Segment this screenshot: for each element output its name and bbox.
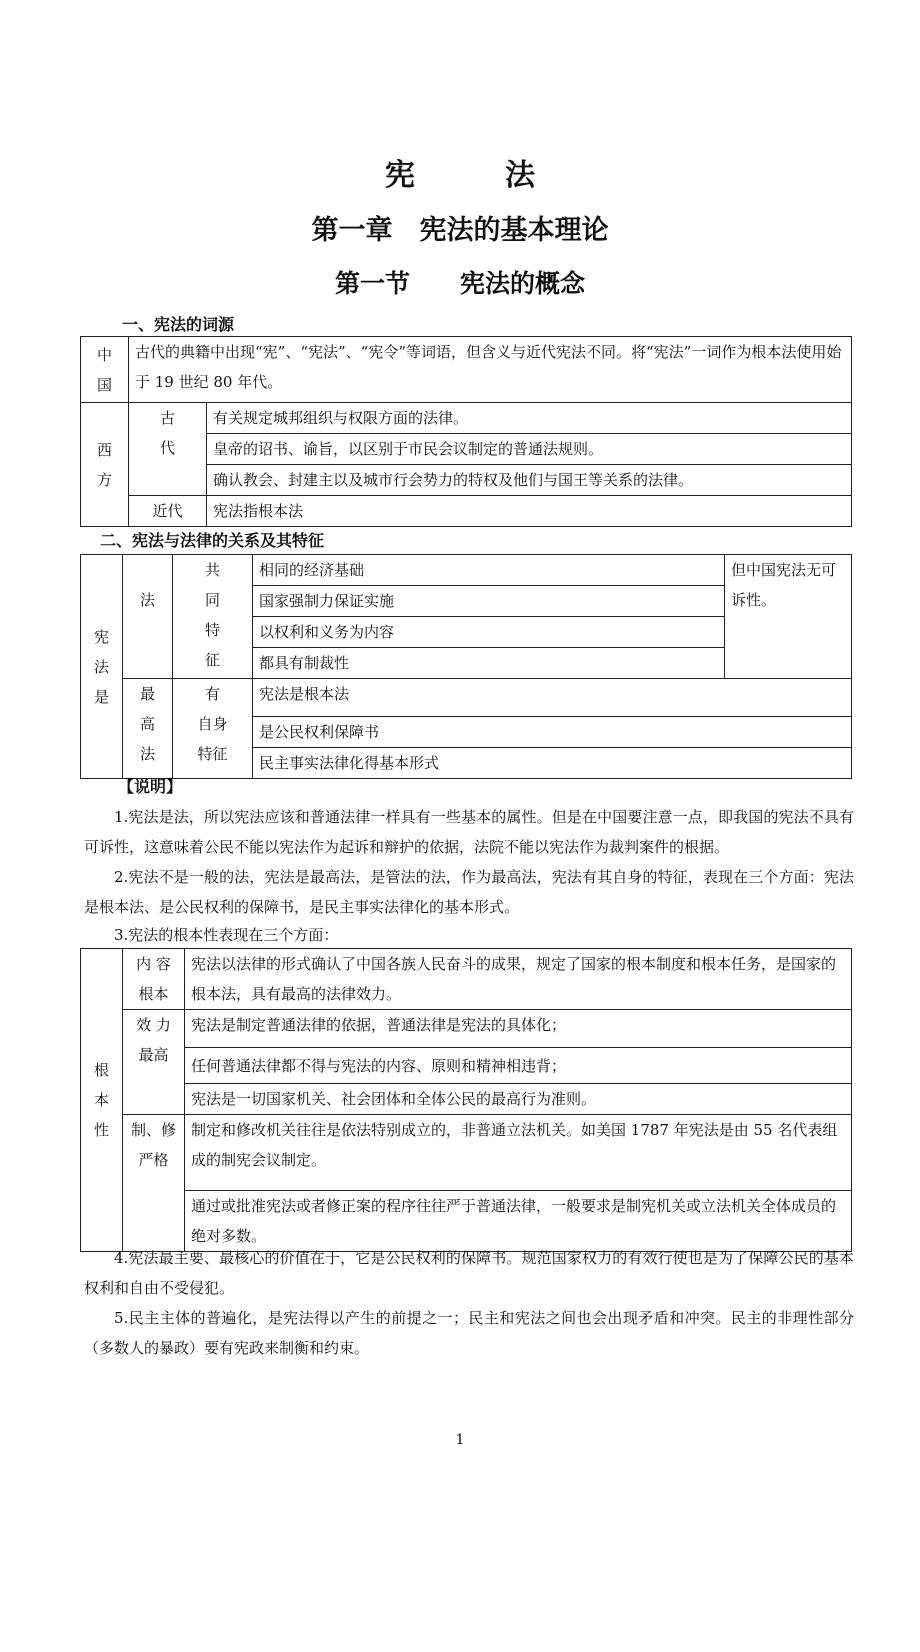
effect-item: 宪法是制定普通法律的依据，普通法律是宪法的具体化； <box>185 1010 852 1048</box>
table-row <box>81 949 852 1010</box>
common-note: 但中国宪法无可诉性。 <box>725 555 852 679</box>
west-label-cell: 西方 <box>81 403 129 527</box>
ancient-item: 有关规定城邦组织与权限方面的法律。 <box>207 403 852 434</box>
own-features-label: 有 自身 特征 <box>173 679 253 779</box>
common-item: 相同的经济基础 <box>253 555 725 586</box>
law-label: 法 <box>123 555 173 679</box>
common-item: 国家强制力保证实施 <box>253 586 725 617</box>
note-paragraph-4: 4.宪法最主要、最核心的价值在于，它是公民权利的保障书。规范国家权力的有效行使也是为了保障公民的基本权利和自由不受侵犯。 <box>84 1249 854 1297</box>
content-label: 内 容根本 <box>123 949 185 1010</box>
note-paragraph-2: 2.宪法不是一般的法，宪法是最高法，是管法的法，作为最高法，宪法有其自身的特征，表现在三个方面：宪法是根本法、是公民权利的保障书，是民主事实法律化的基本形式。 <box>84 868 854 916</box>
own-item: 民主事实法律化得基本形式 <box>253 748 852 779</box>
title-char-right: 法 <box>505 158 535 193</box>
heading-relation: 二、宪法与法律的关系及其特征 <box>100 531 325 550</box>
ancient-label-cell: 古代 <box>129 403 207 496</box>
effect-item: 任何普通法律都不得与宪法的内容、原则和精神相违背； <box>185 1048 852 1084</box>
common-item: 都具有制裁性 <box>253 648 725 679</box>
effect-item: 宪法是一切国家机关、社会团体和全体公民的最高行为准则。 <box>185 1084 852 1115</box>
own-item: 是公民权利保障书 <box>253 717 852 748</box>
own-item: 宪法是根本法 <box>253 679 852 717</box>
amend-item: 通过或批准宪法或者修正案的程序往往严于普通法律，一般要求是制宪机关或立法机关全体成员的绝对多数。 <box>185 1191 852 1252</box>
content-text: 宪法以法律的形式确认了中国各族人民奋斗的成果，规定了国家的根本制度和根本任务，是国家的根本法，具有最高的法律效力。 <box>185 949 852 1010</box>
note-paragraph-5: 5.民主主体的普遍化，是宪法得以产生的前提之一；民主和宪法之间也会出现矛盾和冲突。民主的非理性部分（多数人的暴政）要有宪政来制衡和约束。 <box>84 1309 854 1357</box>
note-paragraph-3: 3.宪法的根本性表现在三个方面： <box>114 926 339 944</box>
title-char-left: 宪 <box>385 158 415 193</box>
supreme-law-label: 最高法 <box>123 679 173 779</box>
etymology-table <box>80 336 852 527</box>
table-row <box>81 337 852 403</box>
table-row <box>81 679 852 717</box>
amend-item: 制定和修改机关往往是依法特别成立的，非普通立法机关。如美国 1787 年宪法是由 55 名代表组成的制宪会议制定。 <box>185 1115 852 1191</box>
document-title <box>0 150 920 194</box>
heading-etymology: 一、宪法的词源 <box>122 315 235 334</box>
common-features-label: 共同特征 <box>173 555 253 679</box>
table-row <box>81 496 852 527</box>
amend-label: 制、修严格 <box>123 1115 185 1252</box>
modern-label-cell: 近代 <box>129 496 207 527</box>
table-row <box>81 1115 852 1191</box>
china-text-cell: 古代的典籍中出现“宪”、“宪法”、“宪令”等词语，但含义与近代宪法不同。将“宪法”一词作为根本法使用始于 19 世纪 80 年代。 <box>129 337 852 403</box>
ancient-item: 皇帝的诏书、谕旨，以区别于市民会议制定的普通法规则。 <box>207 434 852 465</box>
relation-table <box>80 554 852 779</box>
table-row <box>81 1010 852 1048</box>
table-row <box>81 1084 852 1115</box>
constitution-is-label: 宪法是 <box>81 555 123 779</box>
notes-label: 【说明】 <box>118 777 183 796</box>
ancient-item: 确认教会、封建主以及城市行会势力的特权及他们与国王等关系的法律。 <box>207 465 852 496</box>
effect-label: 效 力最高 <box>123 1010 185 1115</box>
note-paragraph-1: 1.宪法是法，所以宪法应该和普通法律一样具有一些基本的属性。但是在中国要注意一点，即我国的宪法不具有可诉性，这意味着公民不能以宪法作为起诉和辩护的依据，法院不能以宪法作为裁判案件的根据。 <box>84 808 854 856</box>
fundamental-table <box>80 948 852 1252</box>
china-label-cell: 中国 <box>81 337 129 403</box>
section-title: 第一节 宪法的概念 <box>334 269 585 298</box>
common-item: 以权利和义务为内容 <box>253 617 725 648</box>
table-row <box>81 403 852 434</box>
fundamental-label: 根本性 <box>81 949 123 1252</box>
table-row <box>81 555 852 586</box>
chapter-title: 第一章 宪法的基本理论 <box>311 215 609 246</box>
modern-text-cell: 宪法指根本法 <box>207 496 852 527</box>
page-number: 1 <box>455 1432 465 1448</box>
table-row <box>81 1048 852 1084</box>
